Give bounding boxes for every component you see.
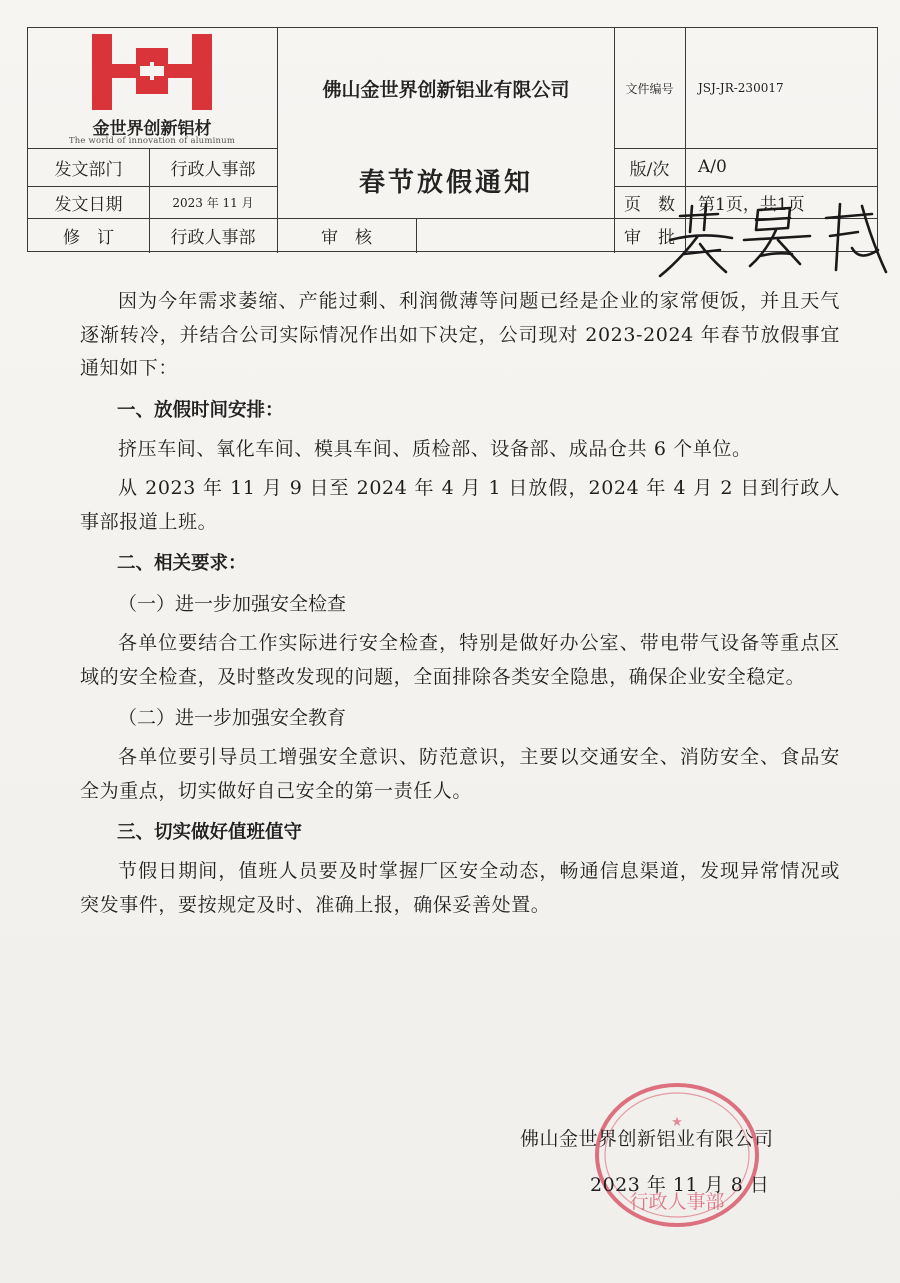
notice-body bbox=[80, 285, 840, 928]
section-2-subheading-2: （二）进一步加强安全教育 bbox=[118, 707, 347, 729]
section-1-heading: 一、放假时间安排： bbox=[117, 399, 284, 421]
revise-label: 修 订 bbox=[63, 228, 114, 248]
date-label: 发文日期 bbox=[54, 194, 123, 215]
intro-paragraph: 因为今年需求萎缩、产能过剩、利润微薄等问题已经是企业的家常便饭，并且天气逐渐转冷，并结合公司实际情况作出如下决定，公司现对 2023-2024 年春节放假事宜通知如下： bbox=[80, 290, 840, 379]
doc-no-label: 文件编号 bbox=[625, 81, 674, 96]
review-label: 审 核 bbox=[321, 228, 372, 248]
section-2-paragraph-2: 各单位要引导员工增强安全意识、防范意识，主要以交通安全、消防安全、食品安全为重点，切实做好自己安全的第一责任人。 bbox=[80, 746, 840, 802]
date-value: 2023 年 11 月 bbox=[172, 195, 254, 210]
pages-label: 页 数 bbox=[624, 194, 675, 215]
company-logo bbox=[28, 28, 276, 148]
section-2-heading: 二、相关要求： bbox=[117, 553, 247, 574]
svg-text:★: ★ bbox=[671, 1115, 683, 1130]
company-name: 佛山金世界创新铝业有限公司 bbox=[322, 78, 570, 101]
section-3-paragraph-1: 节假日期间，值班人员要及时掌握厂区安全动态，畅通信息渠道，发现异常情况或突发事件，要按规定及时、准确上报，确保妥善处置。 bbox=[80, 860, 840, 916]
section-1-paragraph-1: 挤压车间、氧化车间、模具车间、质检部、设备部、成品仓共 6 个单位。 bbox=[118, 437, 752, 460]
section-3-heading: 三、切实做好值班值守 bbox=[117, 822, 303, 843]
dept-value: 行政人事部 bbox=[170, 159, 256, 180]
pages-value: 第1页，共1页 bbox=[698, 194, 805, 215]
handwritten-signature-icon bbox=[640, 188, 890, 288]
signature-company: 佛山金世界创新铝业有限公司 bbox=[520, 1128, 774, 1150]
section-2-paragraph-1: 各单位要结合工作实际进行安全检查，特别是做好办公室、带电带气设备等重点区域的安全检查，及时整改发现的问题，全面排除各类安全隐患，确保企业安全稳定。 bbox=[80, 632, 840, 688]
revise-value: 行政人事部 bbox=[170, 228, 256, 248]
logo-mark-icon bbox=[28, 28, 276, 118]
version-value: A/0 bbox=[698, 157, 727, 177]
stamp-text: 行政人事部 bbox=[629, 1191, 725, 1213]
company-seal-icon bbox=[592, 1080, 762, 1230]
logo-name: 金世界创新铝材 bbox=[92, 119, 212, 139]
section-1-paragraph-2: 从 2023 年 11 月 9 日至 2024 年 4 月 1 日放假，2024 年 4 月 2 日到行政人事部报道上班。 bbox=[80, 477, 840, 533]
dept-label: 发文部门 bbox=[54, 159, 123, 180]
signature-date: 2023 年 11 月 8 日 bbox=[590, 1174, 770, 1196]
logo-subtitle: The world of innovation of aluminum bbox=[68, 136, 236, 146]
approve-label: 审 批 bbox=[624, 228, 675, 248]
version-label: 版/次 bbox=[629, 159, 670, 180]
document-title: 春节放假通知 bbox=[358, 168, 533, 198]
section-2-subheading-1: （一）进一步加强安全检查 bbox=[118, 593, 347, 615]
doc-no-value: JSJ-JR-230017 bbox=[698, 81, 784, 95]
